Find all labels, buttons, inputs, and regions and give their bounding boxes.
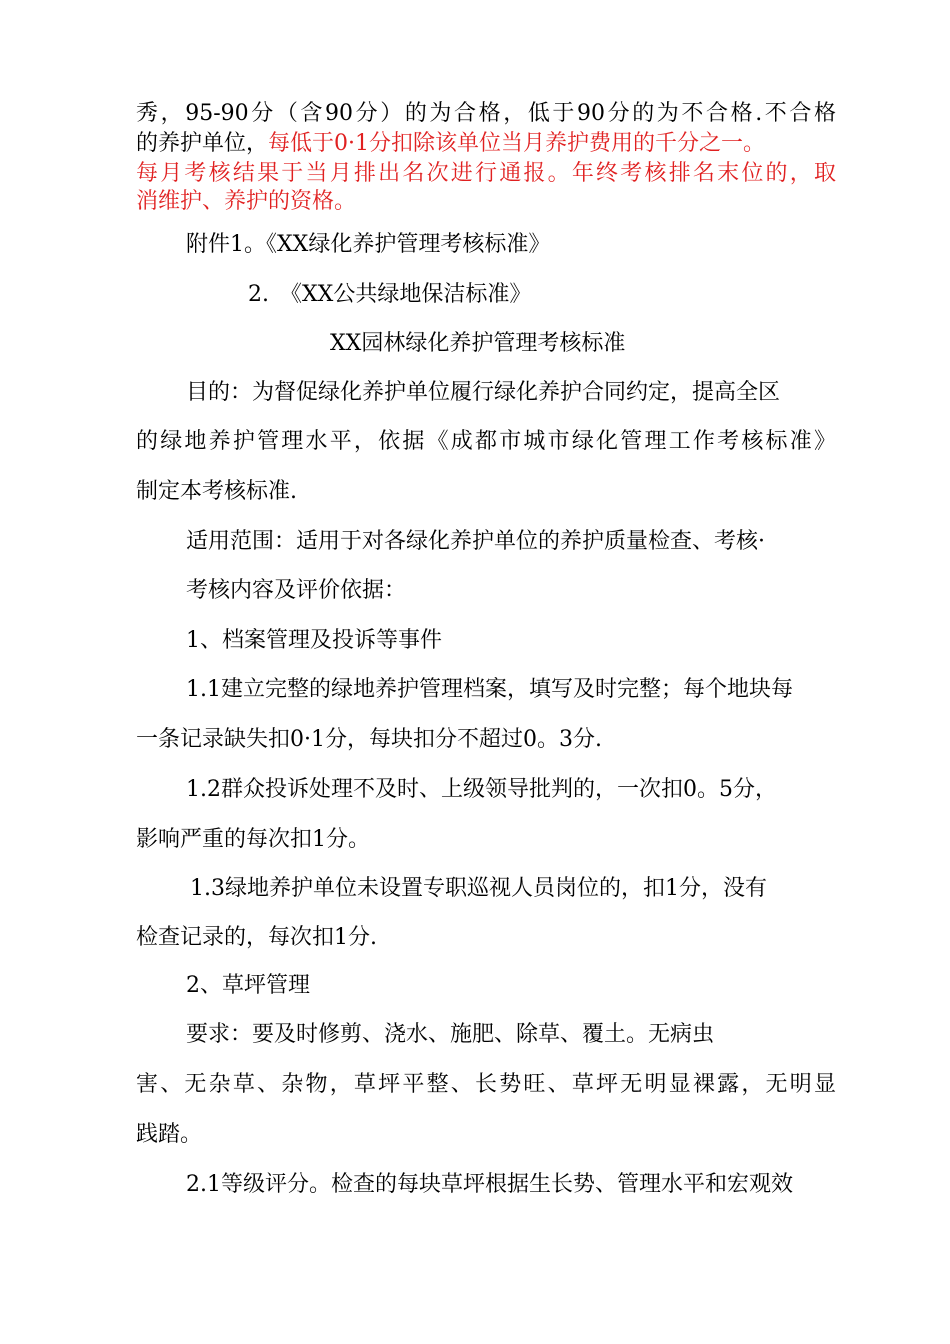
paragraph-line: 秀，95-90分（含90分）的为合格，低于90分的为不合格.不合格 [136, 101, 836, 126]
paragraph-line: 制定本考核标准. [136, 479, 297, 504]
paragraph-line: 1.3绿地养护单位未设置专职巡视人员岗位的，扣1分，没有 [190, 876, 767, 901]
paragraph-line: 目的：为督促绿化养护单位履行绿化养护合同约定，提高全区 [186, 380, 781, 405]
section-heading: 2、草坪管理 [186, 973, 310, 998]
paragraph-line: 考核内容及评价依据： [186, 578, 407, 603]
paragraph-line: 一条记录缺失扣0·1分，每块扣分不超过0。3分. [136, 727, 602, 752]
paragraph-line: 1.1建立完整的绿地养护管理档案，填写及时完整；每个地块每 [186, 677, 793, 702]
paragraph-line: 1.2群众投诉处理不及时、上级领导批判的，一次扣0。5分， [186, 777, 777, 802]
paragraph-line: 影响严重的每次扣1分。 [136, 827, 370, 852]
paragraph-line: 的绿地养护管理水平，依据《成都市城市绿化管理工作考核标准》 [136, 429, 836, 454]
highlighted-text: 每低于0·1分扣除该单位当月养护费用的千分之一。 [268, 131, 766, 156]
section-title: XX园林绿化养护管理考核标准 [330, 331, 626, 356]
paragraph-line: 检查记录的，每次扣1分. [136, 925, 377, 950]
paragraph-line [136, 129, 836, 159]
attachment-line: 2. 《XX公共绿地保洁标准》 [248, 282, 532, 307]
paragraph-line: 践踏。 [136, 1122, 203, 1147]
paragraph-line: 适用范围：适用于对各绿化养护单位的养护质量检查、考核· [186, 529, 765, 554]
section-heading: 1、档案管理及投诉等事件 [186, 628, 442, 653]
attachment-line: 附件1。《XX绿化养护管理考核标准》 [186, 232, 551, 257]
highlighted-line: 每月考核结果于当月排出名次进行通报。年终考核排名末位的，取 [136, 161, 836, 186]
paragraph-line: 要求：要及时修剪、浇水、施肥、除草、覆土。无病虫 [186, 1022, 715, 1047]
paragraph-line: 害、无杂草、杂物，草坪平整、长势旺、草坪无明显裸露，无明显 [136, 1072, 836, 1097]
text-span: 的养护单位， [136, 131, 269, 156]
paragraph-line: 2.1等级评分。检查的每块草坪根据生长势、管理水平和宏观效 [186, 1172, 793, 1197]
highlighted-line: 消维护、养护的资格。 [136, 189, 357, 214]
